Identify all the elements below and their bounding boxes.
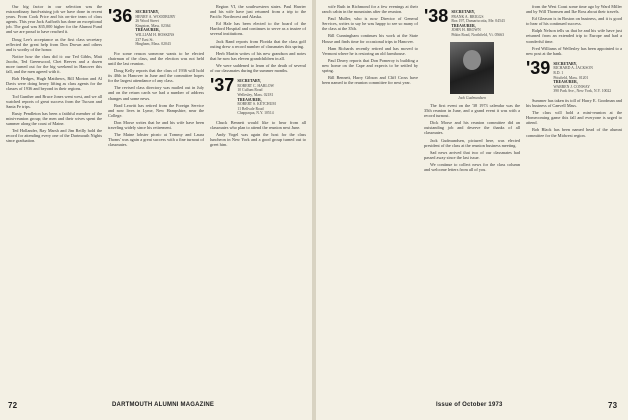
treasurer-line: JOHN H. BROWN [451, 28, 481, 33]
treasurer-label: TREASURER, [237, 97, 262, 102]
secretary-line: Wellesley, Mass. 02181 [237, 92, 274, 97]
treasurer-line: WILLIAM H. HOSKINS [135, 32, 175, 37]
class-number: '37 [210, 75, 235, 96]
secretary-line: 26 Wood Street [135, 19, 159, 24]
paragraph: Jack Rand reports from Florida that the class golf outing drew a record number of classmates this spring. [210, 38, 306, 49]
secretary-line: FRANK A. BRIGGS [451, 14, 484, 19]
treasurer-line: Pitkin Road, Northfield, Vt. 05663 [451, 32, 505, 37]
secretary-label: SECRETARY, [237, 79, 261, 84]
paragraph: The class will hold a mini-reunion at the Homecoming game this fall and everyone is urged to attend. [526, 110, 622, 126]
secretary-line: Box 197, Damariscotta, Me. 04543 [451, 19, 505, 24]
class-officers [237, 77, 275, 116]
treasurer-line: 11 Bellvale Road [237, 106, 264, 111]
right-column-2 [424, 4, 520, 396]
paragraph: The first event on the '38 1973 calendar was the 35th reunion in June, and a grand event it was with a record turnout. [424, 102, 520, 119]
paragraph: from the West Coast some time ago by Ward Miller and by Will Thomsen and Ike Ross about their travels. [526, 4, 622, 15]
paragraph: Don Morse writes that he and his wife have been traveling widely since his retirement. [108, 119, 204, 130]
class-heading [424, 8, 520, 38]
paragraph: The revised class directory was mailed out in July and on the return cards we had a number of address changes and some news. [108, 85, 204, 101]
paragraph: The Maine lobster picnic at Tommy and Laura Thoms' was again a great success with a fine turnout of classmates. [108, 132, 204, 148]
paragraph: Summer has taken its toll of Harry E. Goodman and his business of Canvell Mass. [526, 98, 622, 109]
treasurer-line: Chappaqua, N.Y. 10514 [237, 111, 274, 116]
issue-date: Issue of October 1973 [436, 402, 503, 408]
secretary-line: RICHARD A. JACKSON [553, 66, 593, 71]
paragraph: Bill Cunningham continues his work at the State House and finds time for occasional trips to Hanover. [322, 33, 418, 44]
paragraph: Ham Richards recently retired and has moved to Vermont where he is restoring an old farmhouse. [322, 45, 418, 56]
treasurer-line: WARREN J. CONWAY [553, 84, 590, 89]
paragraph: Rusty Pendleton has been a faithful member of the mini-reunion group; the men and their wives spent the summer along the coast of Maine. [6, 110, 102, 126]
paragraph: Our big factor in our selection was the extraordinary fund-raising job we have done in recent years. From Cook Price and his on-tire team of class agents. This year Jack Aufforth has done an exceptional job. The goal was $35,000 higher for the Alumni Fund and we are proud to have reached it. [6, 4, 102, 35]
paragraph: wife Ruth in Richmond for a few evenings at their ranch cabin in the mountains after the reunion. [322, 4, 418, 15]
paragraph: Tod Gunther and Bruce Jones went west, and we all watched reports of great success from the Tucson and Santa Fe trips. [6, 93, 102, 109]
paragraph: Andy Vogel was again the host for the class luncheon in New York and a good group turned out to greet him. [210, 132, 306, 148]
class-officers [553, 60, 611, 94]
magazine-title: DARTMOUTH ALUMNI MAGAZINE [112, 402, 215, 408]
right-column-1 [322, 4, 418, 396]
paragraph: Sad news arrived that two of our classmates had passed away since the last issue. [424, 149, 520, 160]
paragraph: Paul Deavy reports that Don Pomeroy is building a new home on the Cape and expects to be settled by spring. [322, 57, 418, 74]
class-officers [135, 8, 175, 47]
treasurer-label: TREASURER, [451, 23, 476, 28]
left-column-1 [6, 4, 102, 396]
class-heading [526, 57, 622, 94]
paragraph: Dick Morse and his reunion committee did an outstanding job and deserve the thanks of all classmates. [424, 120, 520, 136]
paragraph: Notice how the class did it: our Ted Gibbs, Matt Jacobs, Ted Greenwood, Chet Reeves and a dozen more turned out for the big weekend in Hanover this fall, and the men agreed with it. [6, 53, 102, 75]
secretary-label: SECRETARY, [451, 10, 475, 14]
paragraph: Ted Hollander, Ray Marsh and Jim Reilly hold the record for attending every one of the Dartmouth Nights since graduation. [6, 128, 102, 144]
treasurer-label: TREASURER, [553, 80, 578, 85]
paragraph: Fred Williams of Wellesley has been appointed to a new post at the bank. [526, 45, 622, 56]
secretary-line: Pittsfield, Mass. 01201 [553, 75, 589, 80]
paragraph: Ralph Nelson tells us that he and his wife have just returned from an extended trip to Europe and had a wonderful time. [526, 28, 622, 44]
paragraph: Bob Black has been named head of the alumni committee for the Midwest region. [526, 127, 622, 138]
class-number: '38 [424, 6, 449, 26]
left-column-2 [108, 4, 204, 396]
photo-caption: Jack Gudmundsen [458, 95, 486, 100]
paragraph: Paul Muller, who is now Director of General Services, writes to say he was happy to see so many of the class at the 35th. [322, 16, 418, 32]
treasurer-line: 237 East St. [135, 37, 154, 42]
page-number: 72 [8, 401, 18, 410]
paragraph: For some reason someone wants to be elected chairman of the class, and the election was not held until the last reunion. [108, 50, 204, 66]
paragraph: Doug Lee's acceptance as the first class secretary reflected the great help from Don Drown and others and is worthy of the honor. [6, 36, 102, 52]
paragraph: Doug Kelly reports that the class of 1936 will hold its 40th in Hanover in June and the committee hopes for the largest attendance of any class. [108, 68, 204, 84]
paragraph: Ed Hale has been elected to the board of the Hartford Hospital and continues to serve as a trustee of several institutions. [210, 21, 306, 37]
left-page [0, 0, 312, 420]
treasurer-line: Hingham, Mass. 02043 [135, 42, 171, 47]
treasurer-label: TREASURER, [135, 28, 160, 33]
secretary-line: ROBERT C. HARLOW [237, 83, 275, 88]
paragraph: Ed Gleason is in Boston on business, and it is good to hear of his continued success. [526, 16, 622, 27]
treasurer-line: 390 Park Ave., New York, N.Y. 10022 [553, 89, 612, 94]
treasurer-line: ROBERT S. KETCHUM [237, 102, 276, 107]
paragraph: Bob Hedges, Hugh Matthews, Bill Morton and Al Davis were doing heavy lifting as class agents for the classes of 1936 and beyond in their regions. [6, 76, 102, 92]
paragraph: Herb Martin writes of his new grandson and notes that he now has eleven grandchildren in all. [210, 50, 306, 61]
class-number: '36 [108, 6, 133, 26]
paragraph: Bill Bennett, Harry Gibson and Cliff Cross have been named to the reunion committee for next year. [322, 75, 418, 86]
class-heading [108, 8, 204, 47]
left-column-3 [210, 4, 306, 396]
secretary-line: Kingston, Mass. 02364 [135, 23, 171, 28]
paragraph: We were saddened to learn of the death of several of our classmates during the summer months. [210, 62, 306, 74]
secretary-line: 10 Cullum Road [237, 88, 263, 93]
right-column-3 [526, 4, 622, 396]
paragraph: Brad Leavitt has retired from the Foreign Service and now lives in Lyme, New Hampshire, near the College. [108, 102, 204, 118]
class-number: '39 [526, 57, 551, 78]
secretary-label: SECRETARY, [135, 10, 159, 14]
page-number: 73 [608, 401, 618, 410]
class-heading [210, 77, 306, 116]
paragraph: Region VI, the southwestern states. Paul Harrier and his wife have just returned from a trip to the Pacific Northwest and Alaska. [210, 4, 306, 20]
class-officers [451, 8, 504, 38]
paragraph: We continue to collect news for the class column and welcome letters from all of you. [424, 161, 520, 172]
secretary-line: R.D. 1 [553, 71, 564, 76]
right-page [316, 0, 628, 420]
secretary-line: HENRY A. WOODBURY [135, 14, 176, 19]
secretary-label: SECRETARY, [553, 61, 577, 66]
paragraph: Jack Gudmundsen, pictured here, was elected president of the class at the reunion business meeting. [424, 137, 520, 148]
paragraph: Chuck Bennett would like to hear from all classmates who plan to attend the reunion next June. [210, 119, 306, 130]
portrait-photo [450, 42, 494, 94]
